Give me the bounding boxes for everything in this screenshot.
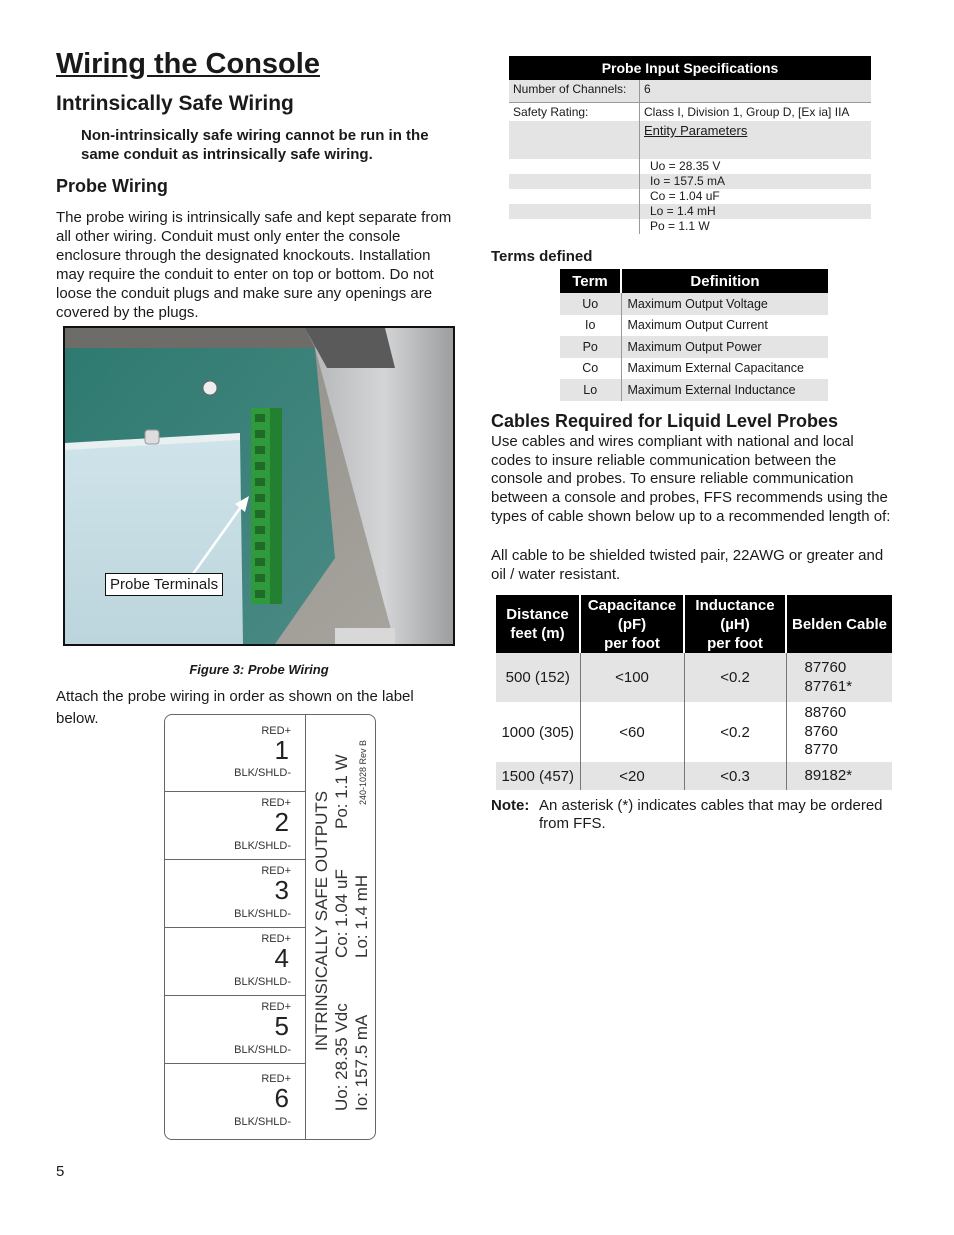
terminal-number: 5 [274, 1011, 289, 1041]
entity-param: Uo = 28.35 V [650, 159, 721, 173]
inductance-cell: <0.3 [684, 762, 786, 790]
part-number: 240-1028 Rev B [358, 739, 368, 805]
io-rating: Io: 157.5 mA [352, 1014, 371, 1111]
blk-label: BLK/SHLD- [234, 767, 291, 779]
entity-param: Co = 1.04 uF [650, 189, 720, 203]
entity-param: Po = 1.1 W [650, 219, 710, 233]
note-label: Note: [491, 797, 530, 814]
entity-parameters-title: Entity Parameters [644, 123, 748, 138]
blk-label: BLK/SHLD- [234, 908, 291, 920]
terminal-number: 4 [274, 943, 289, 973]
cable-col-distance: Distance feet (m) [496, 595, 580, 653]
capacitance-cell: <100 [580, 653, 684, 702]
cables-paragraph: Use cables and wires compliant with national and local codes to insure reliable communication between the console and probes. To ensure reliable communication between a console and probes, FFS recommends using the types of cable shown below up to a recommended length of: [491, 433, 891, 525]
red-label: RED+ [261, 1001, 291, 1013]
belden-cell: 87760 87761* [786, 653, 892, 702]
probe-wiring-paragraph: The probe wiring is intrinsically safe and kept separate from all other wiring. Conduit must only enter the console enclosure through the designated knockouts. Installation may require the conduit to enter on top or bottom. Do not loose the conduit plugs and make sure any openings are covered by the plugs. [56, 209, 452, 321]
warning-text: Non-intrinsically safe wiring cannot be run in the same conduit as intrinsically safe wiring. [81, 127, 429, 163]
red-label: RED+ [261, 1073, 291, 1085]
terms-row [560, 293, 828, 315]
spec-param-row [509, 174, 871, 189]
page-title: Wiring the Console [56, 48, 320, 80]
belden-cell: 88760 8760 8770 [804, 704, 847, 759]
term-cell: Po [560, 336, 621, 358]
terminal-number: 3 [274, 875, 289, 905]
terms-row [560, 358, 828, 380]
cable-row [496, 702, 892, 762]
page-number: 5 [56, 1163, 65, 1180]
probe-terminals-callout: Probe Terminals [105, 573, 223, 596]
terms-row [560, 336, 828, 358]
blk-label: BLK/SHLD- [234, 840, 291, 852]
inductance-cell: <0.2 [684, 702, 786, 762]
cable-row [496, 762, 892, 790]
terms-table [560, 269, 828, 401]
terminal-slots [165, 715, 306, 1139]
section-heading: Intrinsically Safe Wiring [56, 92, 294, 115]
spec-row-channels [509, 80, 871, 103]
definition-cell: Maximum Output Current [627, 318, 768, 333]
red-label: RED+ [261, 725, 291, 737]
uo-rating: Uo: 28.35 Vdc [332, 1003, 351, 1111]
capacitance-cell: <60 [580, 702, 684, 762]
definition-cell: Maximum External Inductance [621, 379, 828, 401]
definition-cell: Maximum Output Power [621, 336, 828, 358]
spec-param-row [509, 189, 871, 204]
lo-rating: Lo: 1.4 mH [352, 874, 371, 958]
terminal-slot-6 [165, 1064, 305, 1140]
terminal-number: 6 [274, 1083, 289, 1113]
term-cell: Uo [560, 293, 621, 315]
terminal-slot-1 [165, 715, 305, 792]
safe-outputs-heading: INTRINSICALLY SAFE OUTPUTS [312, 790, 331, 1051]
cables-heading: Cables Required for Liquid Level Probes [491, 411, 839, 431]
terms-row [560, 315, 828, 337]
spec-value: Class I, Division 1, Group D, [Ex ia] IIA [640, 103, 872, 122]
term-cell: Lo [560, 379, 621, 401]
safety-ratings-text [306, 715, 376, 1140]
probe-wiring-heading: Probe Wiring [56, 176, 168, 196]
terms-row [560, 379, 828, 401]
spec-row-safety [509, 103, 871, 122]
terminal-label [164, 714, 376, 1140]
terms-heading: Terms defined [491, 248, 593, 265]
spec-value: 6 [644, 82, 651, 96]
capacitance-cell: <20 [580, 762, 684, 790]
belden-cell: 89182* [786, 762, 892, 790]
terms-col-term: Term [560, 269, 621, 293]
spec-label: Safety Rating: [509, 103, 640, 122]
terminal-slot-4 [165, 928, 305, 996]
cable-col-belden: Belden Cable [786, 595, 892, 653]
blk-label: BLK/SHLD- [234, 1044, 291, 1056]
asterisk-note [491, 797, 901, 832]
red-label: RED+ [261, 933, 291, 945]
definition-cell: Maximum External Capacitance [627, 361, 804, 376]
term-cell: Io [560, 315, 621, 337]
figure-caption: Figure 3: Probe Wiring [189, 662, 329, 677]
spec-table-header: Probe Input Specifications [509, 56, 871, 80]
cables-requirement: All cable to be shielded twisted pair, 22AWG or greater and oil / water resistant. [491, 547, 884, 583]
distance-cell: 500 (152) [496, 653, 580, 702]
spec-param-row [509, 219, 871, 234]
spec-label: Number of Channels: [509, 80, 640, 103]
terminal-number: 2 [274, 807, 289, 837]
distance-cell: 1500 (457) [496, 762, 580, 790]
probe-input-spec-table [509, 56, 871, 234]
terminal-slot-2 [165, 792, 305, 860]
entity-param: Io = 157.5 mA [650, 174, 726, 188]
blk-label: BLK/SHLD- [234, 1116, 291, 1128]
terms-col-definition: Definition [621, 269, 828, 293]
inductance-cell: <0.2 [684, 653, 786, 702]
blk-label: BLK/SHLD- [234, 976, 291, 988]
terminal-number: 1 [274, 735, 289, 765]
cable-table [496, 595, 892, 790]
probe-wiring-photo [63, 326, 455, 646]
po-rating: Po: 1.1 W [332, 754, 351, 829]
co-rating: Co: 1.04 uF [332, 869, 351, 958]
term-cell: Co [560, 358, 621, 380]
definition-cell: Maximum Output Voltage [621, 293, 828, 315]
cable-row [496, 653, 892, 702]
distance-cell: 1000 (305) [496, 702, 580, 762]
spec-param-row [509, 204, 871, 219]
spec-row-entity [509, 121, 871, 159]
attach-instruction: Attach the probe wiring in order as shown on the label below. [56, 688, 414, 727]
cable-col-capacitance: Capacitance (pF) per foot [580, 595, 684, 653]
entity-param: Lo = 1.4 mH [650, 204, 716, 218]
terminal-slot-3 [165, 860, 305, 928]
red-label: RED+ [261, 865, 291, 877]
red-label: RED+ [261, 797, 291, 809]
note-text: An asterisk (*) indicates cables that may be ordered from FFS. [539, 797, 883, 832]
terminal-slot-5 [165, 996, 305, 1064]
cable-col-inductance: Inductance (µH) per foot [684, 595, 786, 653]
spec-param-row [509, 159, 871, 174]
